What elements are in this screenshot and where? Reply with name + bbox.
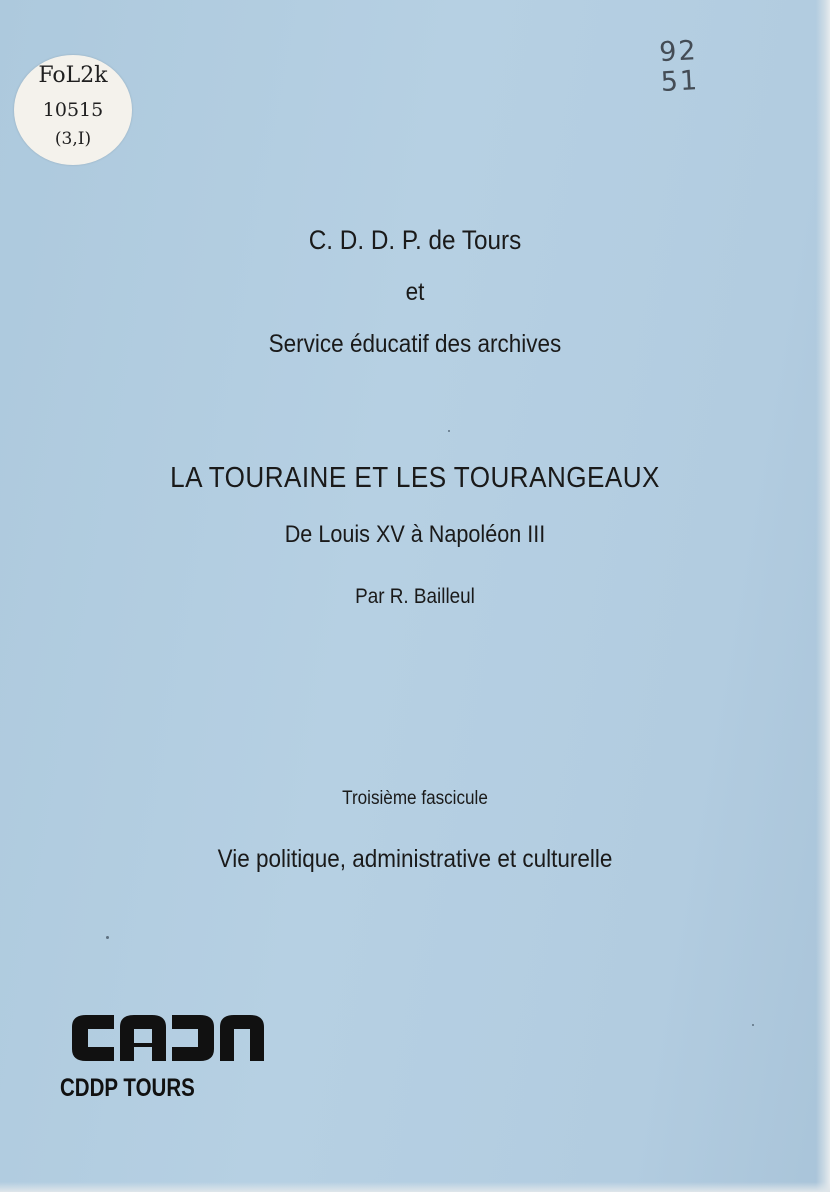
paper-edge-right [816, 0, 830, 1192]
volume-theme: Vie politique, administrative et culturelle [217, 845, 613, 873]
fascicule-label: Troisième fascicule [342, 788, 488, 809]
stamp-line-2: 10515 [42, 99, 104, 121]
book-title: LA TOURAINE ET LES TOURANGEAUX [170, 462, 660, 494]
service-heading: Service éducatif des archives [268, 330, 562, 358]
author-line: Par R. Bailleul [355, 585, 475, 608]
paper-speck [106, 936, 109, 939]
library-stamp [14, 55, 132, 165]
stamp-line-3: (3,I) [54, 129, 92, 149]
publisher-name: CDDP TOURS [60, 1074, 195, 1102]
paper-edge-bottom [0, 1182, 830, 1192]
handwritten-shelfmark [658, 34, 741, 98]
organization-heading: C. D. D. P. de Tours [308, 225, 522, 255]
book-subtitle: De Louis XV à Napoléon III [284, 521, 546, 548]
paper-speck [752, 1024, 754, 1026]
conjunction-text: et [405, 278, 425, 306]
shelfmark-line-1: 92 [658, 35, 699, 69]
stamp-line-1: FoL2k [38, 63, 108, 88]
paper-speck [448, 430, 450, 432]
shelfmark-line-2: 51 [660, 65, 700, 99]
cddp-logo [70, 1013, 266, 1063]
